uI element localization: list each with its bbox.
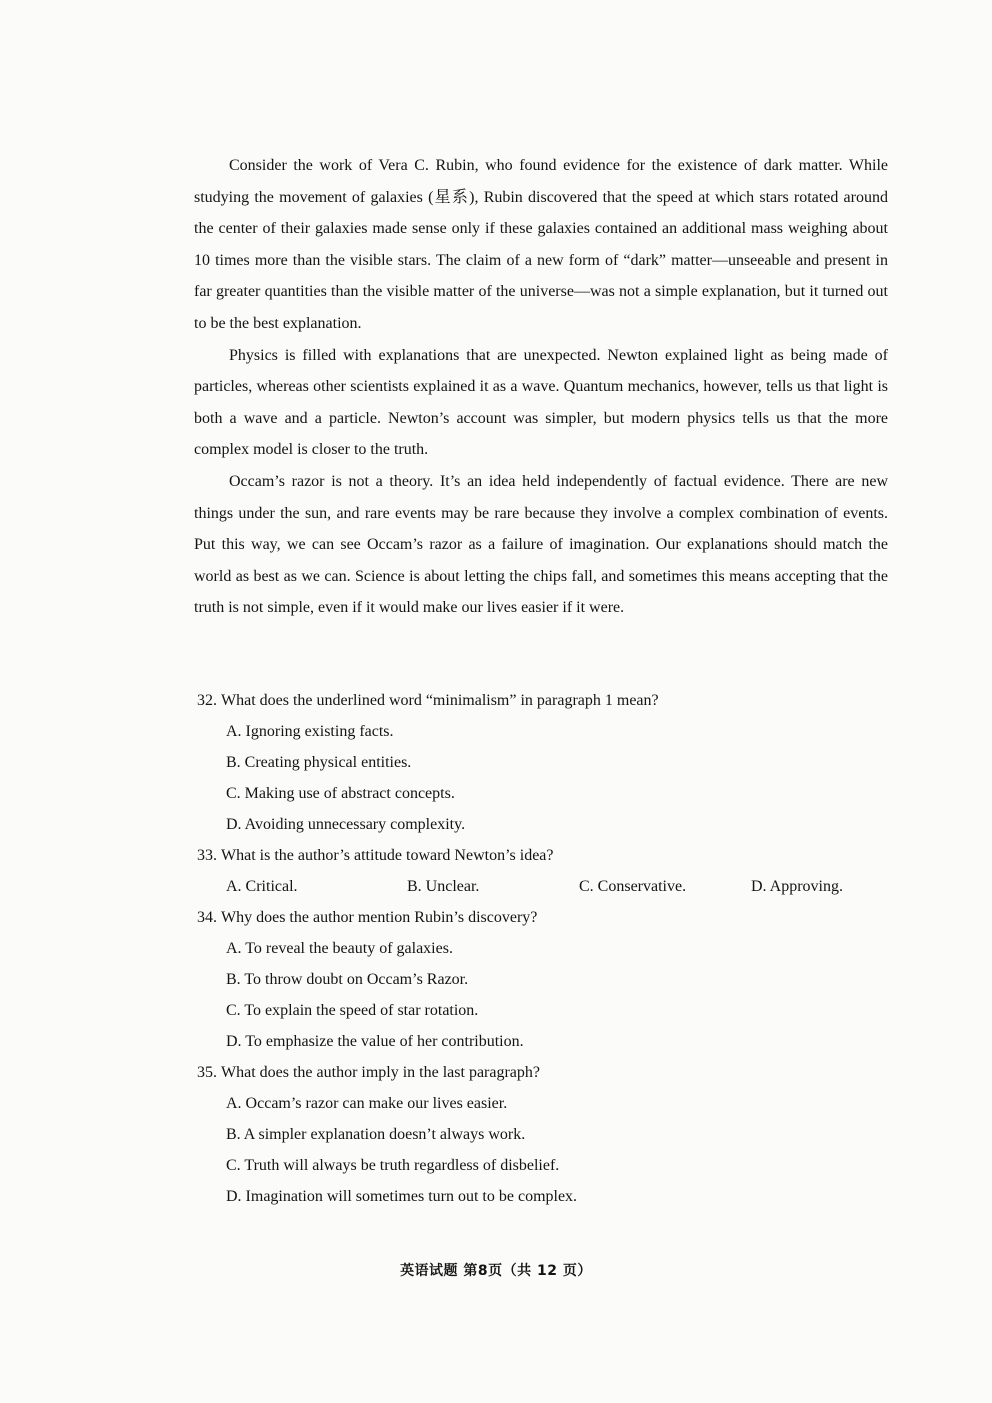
passage-paragraph-3: Occam’s razor is not a theory. It’s an idea held independently of factual evidence. There are new things under the sun, and rare events may be rare because they involve a complex combination of events. Put this way, we can see Occam’s razor as a failure of imagination. Our explanations should match the world as best as we can. Science is about letting the chips fall, and sometimes this means accepting that the truth is not simple, even if it would make our lives easier if it were. [194,472,888,617]
question-33 [197,840,877,902]
option-a: A. Occam’s razor can make our lives easier. [226,1095,508,1112]
question-34 [197,902,877,1057]
option-c: C. Conservative. [579,878,687,895]
option-d: D. Imagination will sometimes turn out to be complex. [226,1188,578,1205]
question-text: What does the author imply in the last paragraph? [221,1064,541,1081]
option-d: D. To emphasize the value of her contribution. [226,1033,524,1050]
option-a: A. Critical. [226,878,298,895]
question-32 [197,685,877,840]
option-a: A. Ignoring existing facts. [226,723,394,740]
question-number: 35. [197,1064,217,1081]
question-stem [197,840,877,871]
option-d: D. Avoiding unnecessary complexity. [226,816,466,833]
option-c: C. Truth will always be truth regardless of disbelief. [226,1157,560,1174]
question-stem [197,685,877,716]
option-b: B. To throw doubt on Occam’s Razor. [226,971,469,988]
option-c: C. To explain the speed of star rotation. [226,1002,479,1019]
question-number: 34. [197,909,217,926]
reading-passage [194,150,888,624]
question-stem [197,1057,877,1088]
question-text: What is the author’s attitude toward Newton’s idea? [221,847,554,864]
option-b: B. Creating physical entities. [226,754,412,771]
passage-paragraph-2: Physics is filled with explanations that are unexpected. Newton explained light as being made of particles, whereas other scientists explained it as a wave. Quantum mechanics, however, tells us that light is both a wave and a particle. Newton’s account was simpler, but modern physics tells us that the more complex model is closer to the truth. [194,346,888,459]
question-number: 33. [197,847,217,864]
option-b: B. Unclear. [407,878,480,895]
question-text: What does the underlined word “minimalism” in paragraph 1 mean? [221,692,659,709]
option-row [226,871,877,902]
page-footer: 英语试题 第8页（共 12 页） [400,1263,592,1279]
option-c: C. Making use of abstract concepts. [226,785,455,802]
option-d: D. Approving. [751,878,843,895]
question-stem [197,902,877,933]
question-number: 32. [197,692,217,709]
question-35 [197,1057,877,1212]
passage-paragraph-1: Consider the work of Vera C. Rubin, who found evidence for the existence of dark matter. While studying the movement of galaxies (星系), Rubin discovered that the speed at which stars rotated around the center of their galaxies made sense only if these galaxies contained an additional mass weighing about 10 times more than the visible stars. The claim of a new form of “dark” matter—unseeable and present in far greater quantities than the visible matter of the universe—was not a simple explanation, but it turned out to be the best explanation. [194,157,888,332]
option-b: B. A simpler explanation doesn’t always work. [226,1126,526,1143]
question-text: Why does the author mention Rubin’s discovery? [221,909,538,926]
option-a: A. To reveal the beauty of galaxies. [226,940,453,957]
question-list [197,685,877,1212]
